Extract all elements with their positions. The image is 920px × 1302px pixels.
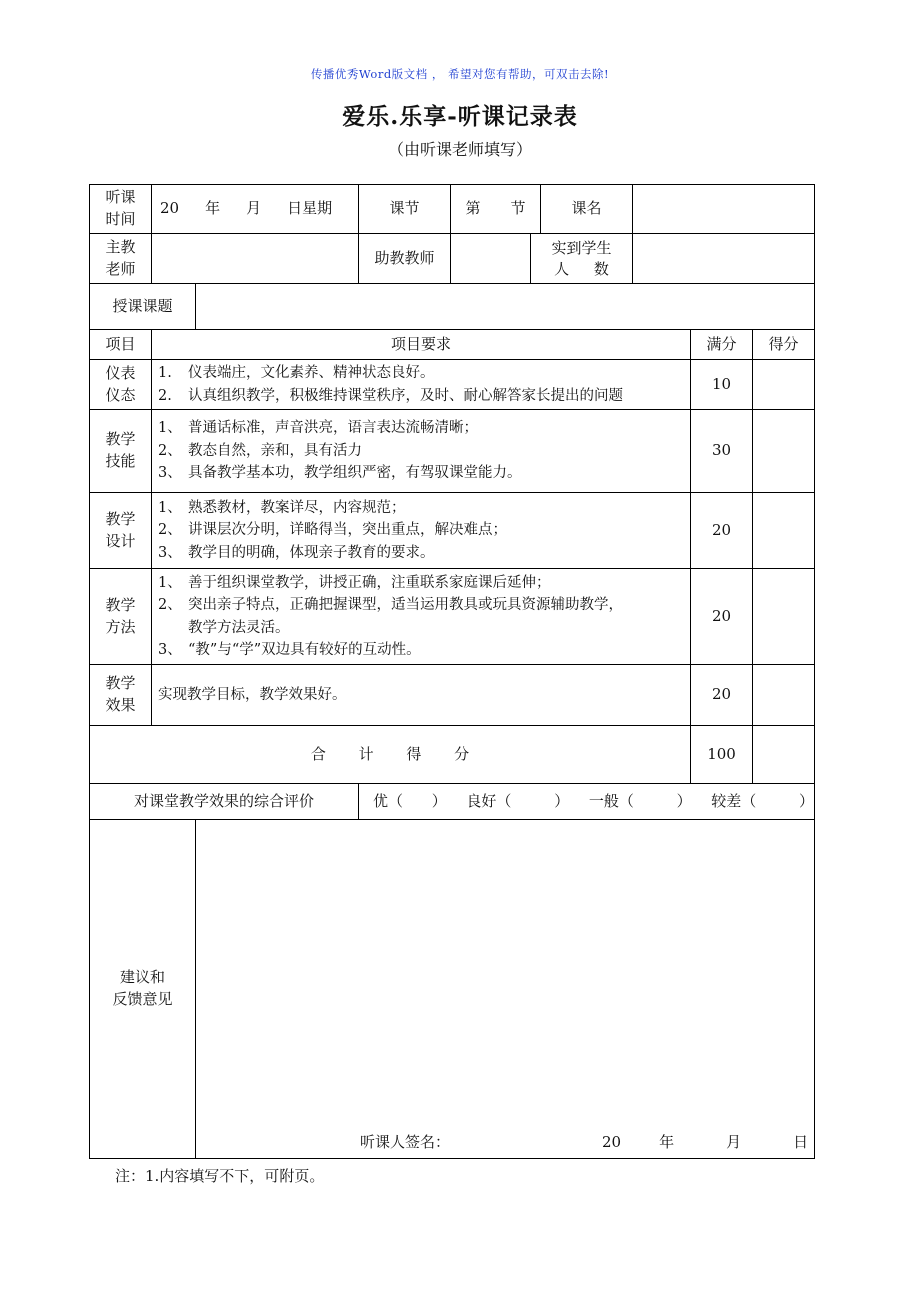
- item-score-field[interactable]: [753, 569, 815, 665]
- page-subtitle: （由听课老师填写）: [387, 140, 532, 159]
- rating-option-average[interactable]: 一般（ ）: [588, 791, 692, 810]
- assistant-label: 助教教师: [359, 234, 451, 284]
- signature-line: [196, 1132, 814, 1154]
- item-requirements: [152, 410, 691, 493]
- item-full-score: 30: [691, 410, 753, 493]
- item-row: [90, 493, 815, 569]
- requirement-line: 教学方法灵活。: [188, 619, 290, 636]
- requirement-line: 1、 普通话标准，声音洪亮，语言表达流畅清晰；: [158, 420, 478, 437]
- item-score-field[interactable]: [753, 493, 815, 569]
- evaluation-label: 对课堂教学效果的综合评价: [90, 784, 359, 820]
- course-field[interactable]: [633, 185, 815, 234]
- banner-notice: 传播优秀Word版文档 ， 希望对您有帮助，可双击去除!: [310, 67, 610, 81]
- item-score-field[interactable]: [753, 410, 815, 493]
- item-name: 仪表仪态: [90, 360, 152, 410]
- item-full-score: 20: [691, 665, 753, 726]
- students-label: 实到学生 人 数: [531, 234, 633, 284]
- signature-year-unit: 年: [659, 1133, 675, 1152]
- item-requirements: [152, 569, 691, 665]
- requirement-line: 2、 突出亲子特点，正确把握课型，适当运用教具或玩具资源辅助教学，: [158, 597, 623, 614]
- item-full-score: 20: [691, 493, 753, 569]
- evaluation-options: [359, 784, 815, 820]
- total-score-field[interactable]: [753, 726, 815, 784]
- row-topic: [90, 284, 815, 330]
- requirement-line: 2、 教态自然，亲和，具有活力: [158, 442, 362, 459]
- requirement-line: 1、 善于组织课堂教学，讲授正确，注重联系家庭课后延伸；: [158, 574, 551, 591]
- item-row: [90, 410, 815, 493]
- row-evaluation: [90, 784, 815, 820]
- item-full-score: 10: [691, 360, 753, 410]
- row-total: [90, 726, 815, 784]
- listen-time-field[interactable]: 20 年 月 日星期: [152, 185, 359, 234]
- observation-form-table: [89, 184, 815, 1159]
- teacher-label: 主教老师: [90, 234, 152, 284]
- signature-day-unit: 日: [793, 1133, 809, 1152]
- topic-label: 授课课题: [90, 284, 196, 330]
- col-header-requirements: 项目要求: [152, 330, 691, 360]
- requirement-line: 1. 仪表端庄，文化素养、精神状态良好。: [158, 365, 435, 382]
- row-teachers: [90, 234, 815, 284]
- footnote: 注：1.内容填写不下，可附页。: [115, 1167, 325, 1185]
- item-score-field[interactable]: [753, 360, 815, 410]
- signature-label: 听课人签名：: [360, 1133, 451, 1152]
- item-requirements: [152, 665, 691, 726]
- col-header-full-score: 满分: [691, 330, 753, 360]
- assistant-field[interactable]: [451, 234, 531, 284]
- item-name: 教学技能: [90, 410, 152, 493]
- signature-month-unit: 月: [726, 1133, 742, 1152]
- item-row: [90, 665, 815, 726]
- rating-option-excellent[interactable]: 优（ ）: [373, 791, 447, 810]
- col-header-item: 项目: [90, 330, 152, 360]
- requirement-line: 3、 教学目的明确，体现亲子教育的要求。: [158, 544, 435, 561]
- item-name: 教学效果: [90, 665, 152, 726]
- feedback-field[interactable]: [196, 820, 815, 1159]
- item-requirements: [152, 493, 691, 569]
- requirement-line: 3、 “教”与“学”双边具有较好的互动性。: [158, 641, 421, 658]
- students-field[interactable]: [633, 234, 815, 284]
- feedback-label: 建议和 反馈意见: [90, 820, 196, 1159]
- topic-field[interactable]: [196, 284, 815, 330]
- total-full-score: 100: [691, 726, 753, 784]
- rating-option-poor[interactable]: 较差（ ）: [711, 791, 815, 810]
- item-name: 教学方法: [90, 569, 152, 665]
- row-feedback: [90, 820, 815, 1159]
- row-column-headers: [90, 330, 815, 360]
- requirement-line: 2、 讲课层次分明，详略得当，突出重点，解决难点；: [158, 522, 507, 539]
- item-requirements: [152, 360, 691, 410]
- requirement-line: 实现教学目标，教学效果好。: [158, 686, 347, 703]
- teacher-field[interactable]: [152, 234, 359, 284]
- period-label: 课节: [359, 185, 451, 234]
- listen-time-label: 听课时间: [90, 185, 152, 234]
- page-title: 爱乐.乐享-听课记录表: [342, 103, 578, 130]
- requirement-line: 2. 认真组织教学，积极维持课堂秩序，及时、耐心解答家长提出的问题: [158, 387, 623, 404]
- rating-option-good[interactable]: 良好（ ）: [466, 791, 570, 810]
- total-label: 合 计 得 分: [90, 726, 691, 784]
- item-name: 教学设计: [90, 493, 152, 569]
- requirement-line: 3、 具备教学基本功，教学组织严密，有驾驭课堂能力。: [158, 465, 522, 482]
- item-full-score: 20: [691, 569, 753, 665]
- signature-year: 20: [602, 1133, 622, 1152]
- item-score-field[interactable]: [753, 665, 815, 726]
- period-field[interactable]: 第 节: [451, 185, 541, 234]
- col-header-score: 得分: [753, 330, 815, 360]
- requirement-line: 1、 熟悉教材，教案详尽，内容规范；: [158, 499, 406, 516]
- item-row: [90, 360, 815, 410]
- course-label: 课名: [541, 185, 633, 234]
- item-row: [90, 569, 815, 665]
- row-listen-time: [90, 185, 815, 234]
